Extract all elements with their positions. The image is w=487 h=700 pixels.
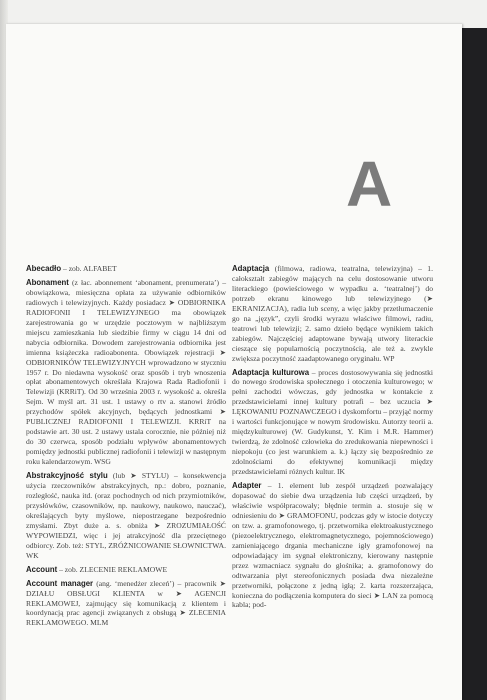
entry-text: – zob. ZLECENIE REKLAMOWE: [57, 564, 168, 574]
dictionary-page: [6, 24, 462, 700]
entry-account: [26, 565, 226, 575]
entry-headword: Adaptacja: [232, 264, 270, 273]
entry-abonament: [26, 278, 226, 467]
entry-text: – 1. element lub zespół urządzeń pozwalający dopasować do siebie dwa urządzenia lub części urządzeń, by właściwie współpracowały; błędnie termin a. stosuje się w odniesieniu do ➤ GRAMOFONU, podczas gdy w istocie dotyczy on tzw. a. gramofonowego, tj. przetwornika elektroakustycznego (piezoelektrycznego, elektromagnetycznego, pojemnościowego) zamieniającego drgania mechaniczne igły gramofonowej na odpowiadający im sygnał elektroniczny, kierowany następnie przez wzmacniacz sygnału do głośnika; a. gramofonowy do odtwarzania płyt stereofonicznych posiada dwa niezależne przetworniki, połączone z jedną igłą; 2. karta rozszerzająca, konieczna do podłączenia komputera do sieci ➤ LAN za pomocą kabla; pod-: [232, 481, 433, 610]
entry-headword: Abonament: [26, 277, 69, 287]
entry-text: (filmowa, radiowa, teatralna, telewizyjna) – 1. całokształt zabiegów mających na celu dostosowanie utworu literackiego (powieściowego w wypadku a. ‘teatralnej’) do potrzeb ekranu kinowego lub telewizyjnego (➤ EKRANIZACJA), radia lub sceny, a więc jakby przetłumaczenie go na „język”, czyli środki wyrazu właściwe filmowi, radiu, teatrowi lub telewizji; 2. samo dzieło będące wynikiem takich zabiegów. Najczęściej adaptowane bywają utwory literackie cieszące się popularnością poczytnością, ale też a. zwykle zwiększa poczytność zaadaptowanego oryginału. WP: [232, 264, 433, 363]
entry-account-manager: [26, 579, 226, 629]
entry-adaptacja: [232, 264, 433, 364]
book-back-cover: [458, 28, 487, 700]
entry-headword: Abstrakcyjność stylu: [26, 471, 108, 481]
entry-text: (ang. ‘menedżer zleceń’) – pracownik ➤ DZIAŁU OBSŁUGI KLIENTA w ➤ AGENCJI REKLAMOWEJ, zajmujący się komunikacją z klientem i koordynacją prac agencji związanych z obsługą ➤ ZLECENIA REKLAMOWEGO. MLM: [26, 578, 226, 628]
entry-text: – zob. ALFABET: [61, 264, 117, 273]
entry-text: – proces dostosowywania się jednostki do nowego środowiska społecznego i otoczenia kulturowego; w pełni zachodzi wówczas, gdy jednostka w kontakcie z przedstawicielami innej kultury potrafi – bez uczucia ➤ LĘKOWANIU POZNAWCZEGO i dyskomfortu – przyjąć normy i wartości funkcjonujące w nowym środowisku. Autorzy teorii a. międzykulturowej (W. Gudykunst, Y. Kim i M.R. Hammer) twierdzą, że zdolność człowieka do zredukowania niepewności i niepokoju (co jest warunkiem a. k.) łączy się bezpośrednio ze zdolnościami do efektywnej komunikacji między przedstawicielami różnych kultur. IK: [232, 367, 434, 477]
right-column: [232, 264, 433, 614]
entry-headword: Adapter: [232, 481, 262, 491]
entry-headword: Account: [26, 564, 58, 574]
entry-headword: Adaptacja kulturowa: [232, 367, 310, 377]
entry-headword: Account manager: [26, 578, 94, 588]
entry-text: (z łac. abonnement ‘abonament, prenumerata’) – obowiązkowa, miesięczna opłata za używanie odbiorników radiowych i telewizyjnych. Każdy posiadacz ➤ ODBIORNIKA RADIOFONII I TELEWIZYJNEGO ma obowiązek zarejestrowania go w urzędzie pocztowym w najbliższym miejscu zamieszkania lub siedzibie firmy w ciągu 14 dni od nabycia odbiornika. Dowodem zarejestrowania odbiornika jest imienna książeczka radioabonenta. Obowiązek rejestracji ➤ ODBIORNIKÓW TELEWIZYJNYCH wprowadzono w styczniu 1957 r. Do niedawna wysokość oraz sposób i tryb wnoszenia opłat abonamentowych określała Krajowa Rada Radiofonii i Telewizji (KRRiT). Od 30 września 2003 r. wysokość a. określa Sejm. W myśl art. 31 ust. 1 ustawy o rtv a. stanowi źródło przychodów spółek akcyjnych, będących jednostkami ➤ PUBLICZNEJ RADIOFONII I TELEWIZJI. KRRiT na podstawie art. 30 ust. 2 ustawy ustala corocznie, nie później niż do 30 czerwca, sposób podziału wpływów abonamentowych pomiędzy jednostki publicznej radiofonii i telewizji w następnym roku kalendarzowym. WSG: [26, 277, 226, 467]
entry-headword: Abecadło: [26, 264, 62, 273]
entry-abecadlo: [26, 264, 226, 274]
entry-adapter: [232, 481, 433, 610]
entry-abstrakcyjnosc-stylu: [26, 471, 226, 561]
entry-adaptacja-kulturowa: [232, 368, 433, 477]
section-letter: A: [346, 148, 393, 220]
left-column: [26, 264, 226, 632]
entry-text: (lub ➤ STYLU) – konsekwencja użycia rzeczowników abstrakcyjnych, np.: dobro, poznanie, rozległość, nauka itd. (oraz pochodnych od nich przymiotników, przysłówków, czasowników, np. naukowy, naukowo, nauczać), określających byty myślowe, niepostrzegane bezpośrednio zmysłami. Zbyt duże a. s. obniża ➤ ZROZUMIAŁOŚĆ WYPOWIEDZI, więc i jej atrakcyjność dla przeciętnego odbiorcy. Zob. też: STYL, ZRÓŻNICOWANIE SŁOWNICTWA. WK: [26, 471, 226, 560]
